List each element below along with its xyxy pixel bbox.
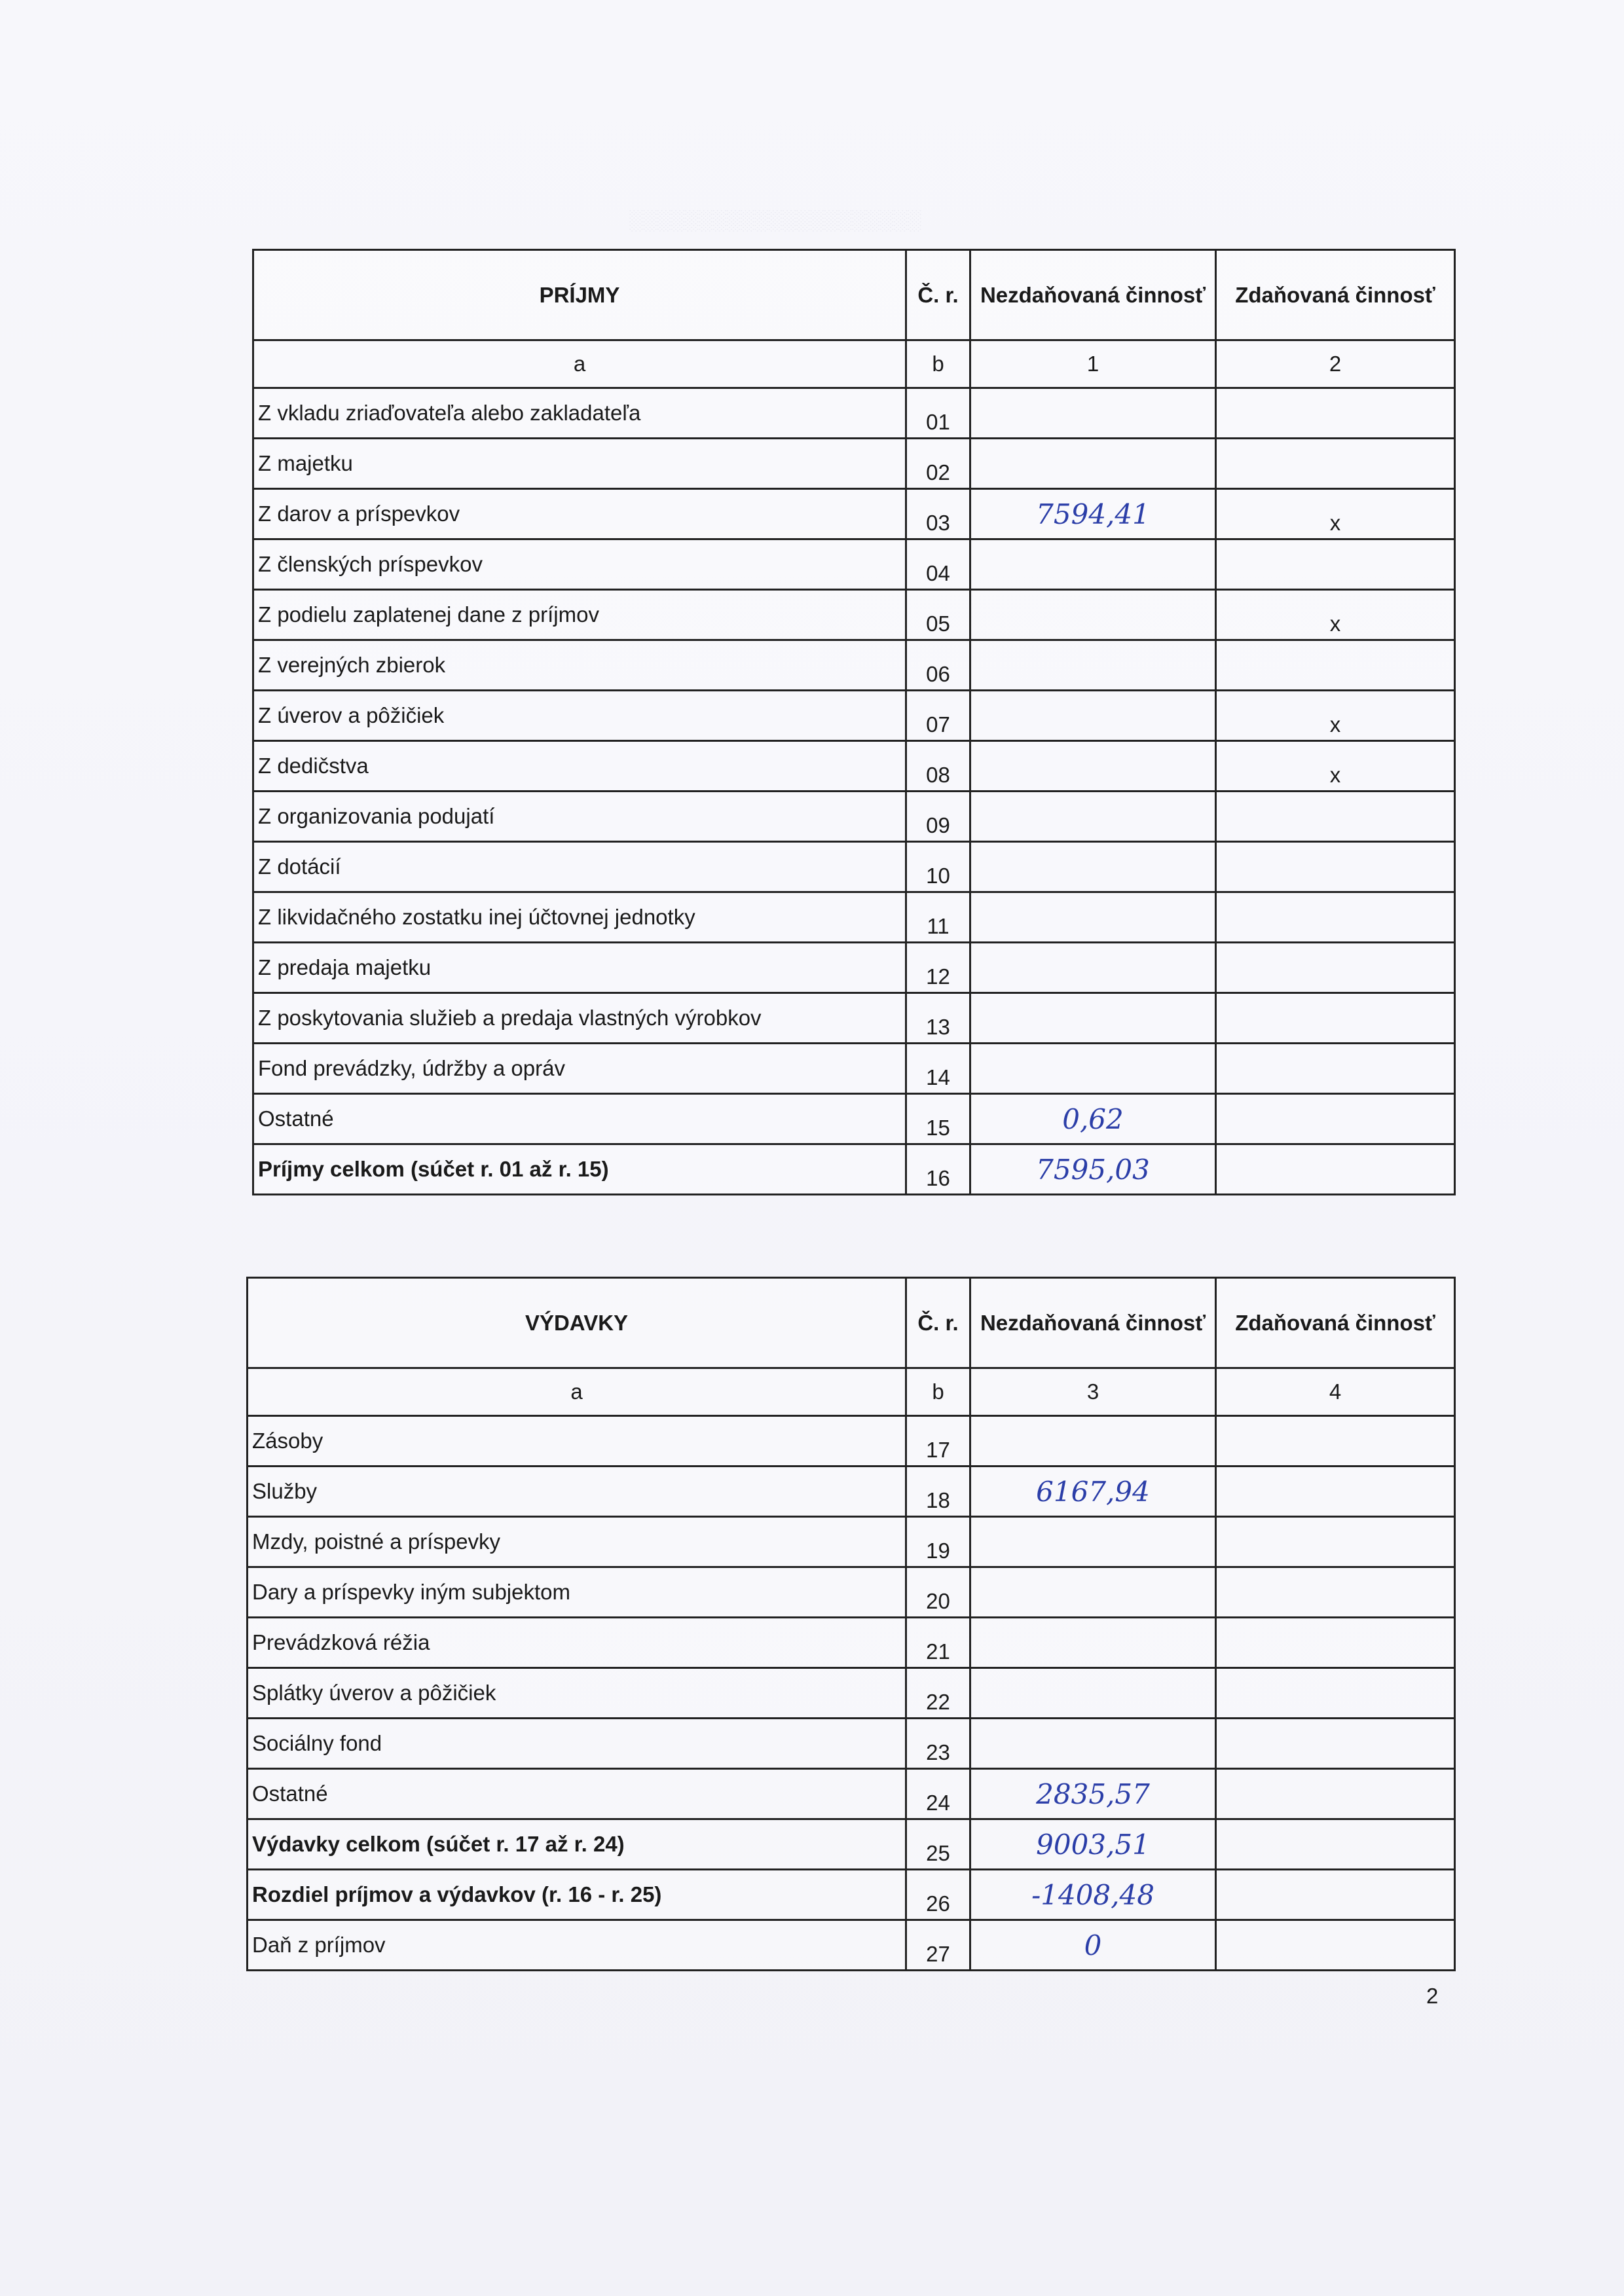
- row-value-nontaxable: [970, 1618, 1216, 1668]
- table-row: [253, 1144, 1455, 1195]
- row-value-taxable: [1216, 388, 1455, 439]
- row-number: 12: [906, 943, 970, 993]
- row-label: Prevádzková réžia: [248, 1618, 906, 1668]
- row-value-taxable: [1216, 892, 1455, 943]
- table-row: [253, 590, 1455, 640]
- table-row: [253, 792, 1455, 842]
- expense-header-nontaxable: Nezdaňovaná činnosť: [970, 1278, 1216, 1368]
- row-value-taxable: [1216, 1618, 1455, 1668]
- income-header-row: [253, 250, 1455, 340]
- row-value-taxable: x: [1216, 489, 1455, 539]
- row-value-nontaxable: [970, 590, 1216, 640]
- row-value-taxable: [1216, 1467, 1455, 1517]
- row-value-taxable: [1216, 1044, 1455, 1094]
- income-header-taxable: Zdaňovaná činnosť: [1216, 250, 1455, 340]
- row-label: Z likvidačného zostatku inej účtovnej jednotky: [253, 892, 906, 943]
- table-row: [253, 691, 1455, 741]
- expense-header-row: [248, 1278, 1455, 1368]
- row-value-nontaxable: [970, 943, 1216, 993]
- row-label: Z verejných zbierok: [253, 640, 906, 691]
- row-label: Služby: [248, 1467, 906, 1517]
- row-number: 19: [906, 1517, 970, 1567]
- table-row: [248, 1819, 1455, 1870]
- table-row: [253, 539, 1455, 590]
- row-label: Z podielu zaplatenej dane z príjmov: [253, 590, 906, 640]
- income-subheader-2: 2: [1216, 340, 1455, 388]
- row-value-taxable: x: [1216, 590, 1455, 640]
- row-label: Z vkladu zriaďovateľa alebo zakladateľa: [253, 388, 906, 439]
- row-number: 23: [906, 1719, 970, 1769]
- row-number: 15: [906, 1094, 970, 1144]
- row-number: 14: [906, 1044, 970, 1094]
- row-label: Zásoby: [248, 1416, 906, 1467]
- row-label: Z darov a príspevkov: [253, 489, 906, 539]
- row-value-nontaxable: 6167,94: [970, 1467, 1216, 1517]
- row-number: 02: [906, 439, 970, 489]
- row-value-taxable: [1216, 640, 1455, 691]
- row-label: Ostatné: [253, 1094, 906, 1144]
- row-label: Splátky úverov a pôžičiek: [248, 1668, 906, 1719]
- row-label: Mzdy, poistné a príspevky: [248, 1517, 906, 1567]
- row-value-nontaxable: [970, 439, 1216, 489]
- row-label: Z majetku: [253, 439, 906, 489]
- row-value-nontaxable: [970, 388, 1216, 439]
- table-row: [253, 842, 1455, 892]
- row-number: 04: [906, 539, 970, 590]
- row-label: Fond prevádzky, údržby a opráv: [253, 1044, 906, 1094]
- row-number: 11: [906, 892, 970, 943]
- expense-header-cr: Č. r.: [906, 1278, 970, 1368]
- income-subheader-a: a: [253, 340, 906, 388]
- expense-rows: [248, 1416, 1455, 1971]
- table-row: [248, 1618, 1455, 1668]
- expense-subheader-a: a: [248, 1368, 906, 1416]
- row-label: Daň z príjmov: [248, 1920, 906, 1971]
- row-value-taxable: [1216, 1769, 1455, 1819]
- row-value-taxable: [1216, 1719, 1455, 1769]
- expense-subheader-b: b: [906, 1368, 970, 1416]
- table-row: [253, 741, 1455, 792]
- expense-subheader-3: 3: [970, 1368, 1216, 1416]
- row-value-taxable: [1216, 1094, 1455, 1144]
- table-row: [248, 1769, 1455, 1819]
- row-value-nontaxable: [970, 1567, 1216, 1618]
- row-label: Výdavky celkom (súčet r. 17 až r. 24): [248, 1819, 906, 1870]
- row-value-nontaxable: [970, 1416, 1216, 1467]
- row-number: 07: [906, 691, 970, 741]
- row-value-nontaxable: 0: [970, 1920, 1216, 1971]
- table-row: [253, 1094, 1455, 1144]
- row-number: 24: [906, 1769, 970, 1819]
- expense-header-label: VÝDAVKY: [248, 1278, 906, 1368]
- row-value-nontaxable: [970, 892, 1216, 943]
- row-value-nontaxable: [970, 842, 1216, 892]
- row-number: 22: [906, 1668, 970, 1719]
- row-value-nontaxable: [970, 1719, 1216, 1769]
- table-row: [253, 489, 1455, 539]
- row-number: 25: [906, 1819, 970, 1870]
- row-value-nontaxable: 7595,03: [970, 1144, 1216, 1195]
- row-value-taxable: [1216, 439, 1455, 489]
- row-number: 09: [906, 792, 970, 842]
- income-header-nontaxable: Nezdaňovaná činnosť: [970, 250, 1216, 340]
- row-number: 17: [906, 1416, 970, 1467]
- table-row: [248, 1567, 1455, 1618]
- row-value-nontaxable: [970, 741, 1216, 792]
- row-value-nontaxable: [970, 993, 1216, 1044]
- row-label: Z úverov a pôžičiek: [253, 691, 906, 741]
- row-value-nontaxable: [970, 539, 1216, 590]
- row-label: Z členských príspevkov: [253, 539, 906, 590]
- expense-subheader-row: [248, 1368, 1455, 1416]
- row-value-taxable: [1216, 1668, 1455, 1719]
- table-row: [253, 943, 1455, 993]
- table-row: [253, 993, 1455, 1044]
- row-value-taxable: x: [1216, 691, 1455, 741]
- row-number: 08: [906, 741, 970, 792]
- row-value-nontaxable: -1408,48: [970, 1870, 1216, 1920]
- row-value-taxable: [1216, 1144, 1455, 1195]
- table-row: [253, 388, 1455, 439]
- row-number: 26: [906, 1870, 970, 1920]
- table-row: [253, 439, 1455, 489]
- table-row: [253, 1044, 1455, 1094]
- expense-header-taxable: Zdaňovaná činnosť: [1216, 1278, 1455, 1368]
- expense-table: [246, 1277, 1456, 1971]
- row-value-nontaxable: [970, 691, 1216, 741]
- row-number: 05: [906, 590, 970, 640]
- row-value-taxable: [1216, 539, 1455, 590]
- income-subheader-b: b: [906, 340, 970, 388]
- row-value-nontaxable: [970, 792, 1216, 842]
- income-rows: [253, 388, 1455, 1195]
- row-value-taxable: [1216, 792, 1455, 842]
- row-number: 21: [906, 1618, 970, 1668]
- row-value-taxable: [1216, 1920, 1455, 1971]
- row-label: Z dedičstva: [253, 741, 906, 792]
- income-table: [252, 249, 1456, 1195]
- income-subheader-1: 1: [970, 340, 1216, 388]
- row-number: 20: [906, 1567, 970, 1618]
- row-value-taxable: [1216, 943, 1455, 993]
- row-label: Dary a príspevky iným subjektom: [248, 1567, 906, 1618]
- table-row: [248, 1668, 1455, 1719]
- row-number: 01: [906, 388, 970, 439]
- table-row: [248, 1517, 1455, 1567]
- row-value-nontaxable: [970, 640, 1216, 691]
- show-through-text: ░░░░░░░░░░░░░░░░░░░░░: [629, 210, 921, 231]
- row-value-taxable: x: [1216, 741, 1455, 792]
- row-label: Ostatné: [248, 1769, 906, 1819]
- page-number: 2: [1426, 1984, 1439, 2008]
- table-row: [253, 892, 1455, 943]
- row-value-nontaxable: 9003,51: [970, 1819, 1216, 1870]
- row-label: Rozdiel príjmov a výdavkov (r. 16 - r. 25): [248, 1870, 906, 1920]
- row-label: Príjmy celkom (súčet r. 01 až r. 15): [253, 1144, 906, 1195]
- row-value-nontaxable: 0,62: [970, 1094, 1216, 1144]
- row-value-taxable: [1216, 993, 1455, 1044]
- row-number: 13: [906, 993, 970, 1044]
- row-label: Z dotácií: [253, 842, 906, 892]
- row-value-taxable: [1216, 1870, 1455, 1920]
- row-value-nontaxable: 7594,41: [970, 489, 1216, 539]
- row-value-nontaxable: [970, 1668, 1216, 1719]
- income-header-label: PRÍJMY: [253, 250, 906, 340]
- row-label: Z organizovania podujatí: [253, 792, 906, 842]
- table-row: [248, 1416, 1455, 1467]
- row-value-nontaxable: [970, 1517, 1216, 1567]
- row-value-taxable: [1216, 1567, 1455, 1618]
- row-number: 03: [906, 489, 970, 539]
- row-value-taxable: [1216, 842, 1455, 892]
- row-label: Sociálny fond: [248, 1719, 906, 1769]
- row-number: 10: [906, 842, 970, 892]
- income-subheader-row: [253, 340, 1455, 388]
- row-value-taxable: [1216, 1517, 1455, 1567]
- expense-subheader-4: 4: [1216, 1368, 1455, 1416]
- table-row: [248, 1467, 1455, 1517]
- row-number: 18: [906, 1467, 970, 1517]
- row-number: 06: [906, 640, 970, 691]
- table-row: [248, 1870, 1455, 1920]
- row-value-taxable: [1216, 1416, 1455, 1467]
- row-number: 27: [906, 1920, 970, 1971]
- table-row: [248, 1719, 1455, 1769]
- table-row: [248, 1920, 1455, 1971]
- row-value-nontaxable: [970, 1044, 1216, 1094]
- row-label: Z poskytovania služieb a predaja vlastných výrobkov: [253, 993, 906, 1044]
- table-row: [253, 640, 1455, 691]
- row-number: 16: [906, 1144, 970, 1195]
- row-label: Z predaja majetku: [253, 943, 906, 993]
- row-value-taxable: [1216, 1819, 1455, 1870]
- row-value-nontaxable: 2835,57: [970, 1769, 1216, 1819]
- income-header-cr: Č. r.: [906, 250, 970, 340]
